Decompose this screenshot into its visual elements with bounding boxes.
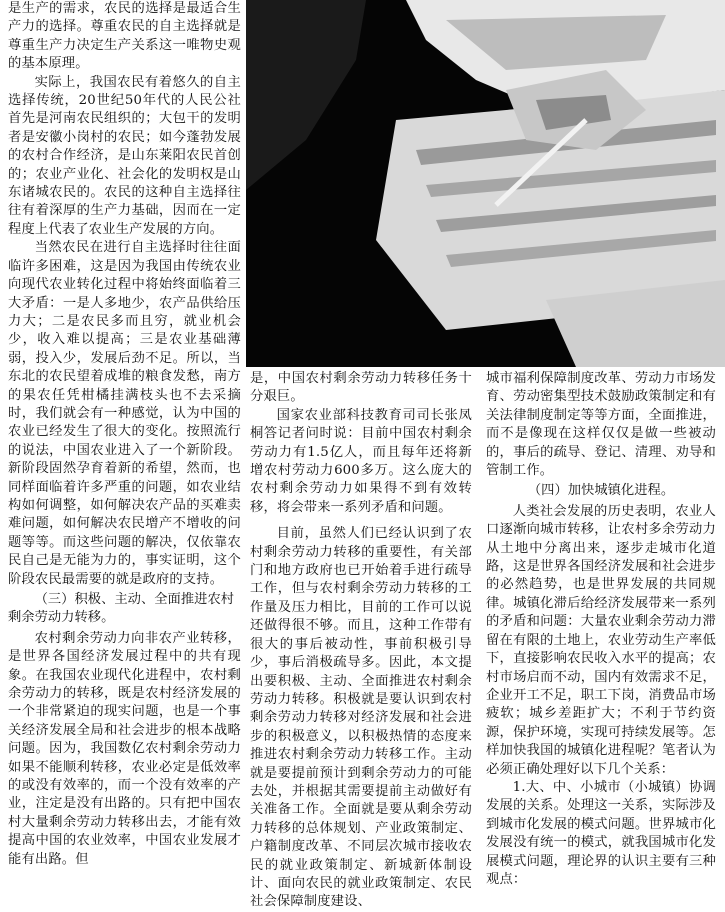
paragraph: 1.大、中、小城市（小城镇）协调发展的关系。处理这一关系，实际涉及到城市化发展的模式问题。世界城市化发展没有统一的模式，就我国城市化发展模式问题，理论界的认识主要有三种观点： — [486, 779, 716, 887]
photo-farmer-hand — [246, 0, 725, 367]
section-heading: （三）积极、主动、全面推进农村剩余劳动力转移。 — [8, 592, 235, 626]
column-left — [8, 0, 241, 869]
column-right — [486, 370, 716, 889]
paragraph: 是生产的需求，农民的选择是最适合生产力的选择。尊重农民的自主选择就是尊重生产力决定生产关系这一唯物史观的基本原理。 — [8, 1, 241, 72]
paragraph: 国家农业部科技教育司司长张凤桐答记者问时说：目前中国农村剩余劳动力有1.5亿人，而且每年还将新增农村劳动力600多万。这么庞大的农村剩余劳动力如果得不到有效转移，将会带来一系列矛盾和问题。 — [250, 407, 472, 515]
photo-illustration — [246, 0, 725, 367]
paragraph: 目前，虽然人们已经认识到了农村剩余劳动力转移的重要性，有关部门和地方政府也已开始着手进行疏导工作，但与农村剩余劳动力转移的工作量及压力相比，目前的工作可以说还做得很不够。而且，这种工作带有很大的事后被动性，事前积极引导少，事后消极疏导多。因此，本文提出要积极、主动、全面推进农村剩余劳动力转移。积极就是要认识到农村剩余劳动力转移对经济发展和社会进步的积极意义，以积极热情的态度来推进农村剩余劳动力转移工作。主动就是要提前预计到剩余劳动力的可能去处，并根据其需要提前主动做好有关准备工作。全面就是要从剩余劳动力转移的总体规划、产业政策制定、户籍制度改革、不同层次城市接收农民的就业政策制定、新城新体制设计、面向农民的就业政策制定、农民社会保障制度建设、 — [250, 526, 472, 910]
paragraph: 实际上，我国农民有着悠久的自主选择传统，20世纪50年代的人民公社首先是河南农民组织的；大包干的发明者是安徽小岗村的农民；如今蓬勃发展的农村合作经济，是山东莱阳农民首创的；农业产业化、社会化的发明权是山东诸城农民的。农民的这种自主选择往往有着深厚的生产力基础，因而在一定程度上代表了农业生产发展的方向。 — [8, 74, 241, 237]
section-heading: （四）加快城镇化进程。 — [527, 483, 675, 499]
paragraph: 人类社会发展的历史表明，农业人口逐渐向城市转移，让农村多余劳动力从土地中分离出来，逐步走城市化道路，这是世界各国经济发展和社会进步的必然趋势，也是世界发展的共同规律。城镇化滞后给经济发展带来一系列的矛盾和问题：大量农业剩余劳动力滞留在有限的土地上，农业劳动生产率低下，直接影响农民收入水平的提高；农村市场启而不动，国内有效需求不足，企业开工不足，职工下岗，消费品市场疲软；城乡差距扩大；不利于节约资源，保护环境，实现可持续发展等。怎样加快我国的城镇化进程呢？笔者认为必须正确处理好以下几个关系： — [486, 503, 716, 777]
column-middle — [250, 370, 472, 912]
paragraph: 当然农民在进行自主选择时往往面临许多困难，这是因为我国由传统农业向现代农业转化过程中将始终面临着三大矛盾：一是人多地少，农产品供给压力大；二是农民多而且穷，就业机会少，收入难以提高；三是农业基础薄弱，投入少，发展后劲不足。所以，当东北的农民望着成堆的粮食发愁，南方的果农任凭柑橘挂满枝头也不去采摘时，我们就会有一种感觉，认为中国的农业已经发生了很大的变化。按照流行的说法，中国农业进入了一个新阶段。新阶段固然孕育着新的希望，然而，也同样面临着许多严重的问题，如农业结构如何调整，如何解决农产品的买难卖难问题，如何解决农民增产不增收的问题等等。而这些问题的解决，仅依靠农民自己是无能为力的，事实证明，这个阶段农民最需要的就是政府的支持。 — [8, 240, 241, 587]
paragraph: 城市福利保障制度改革、劳动力市场发育、劳动密集型技术鼓励政策制定和有关法律制度制定等等方面，全面推进，而不是像现在这样仅仅是做一些被动的，事后的疏导、登记、清理、劝导和管制工作。 — [486, 371, 716, 479]
paragraph: 是，中国农村剩余劳动力转移任务十分艰巨。 — [250, 371, 472, 405]
paragraph: 农村剩余劳动力向非农产业转移，是世界各国经济发展过程中的共有现象。在我国农业现代化进程中，农村剩余劳动力的转移，既是农村经济发展的一个非常紧迫的现实问题，也是一个事关经济发展全局和社会进步的根本战略问题。因为，我国数亿农村剩余劳动力如果不能顺利转移，农业必定是低效率的或没有效率的，而一个没有效率的产业，注定是没有出路的。只有把中国农村大量剩余劳动力转移出去，才能有效提高中国的农业效率，中国农业发展才能有出路。但 — [8, 630, 241, 867]
